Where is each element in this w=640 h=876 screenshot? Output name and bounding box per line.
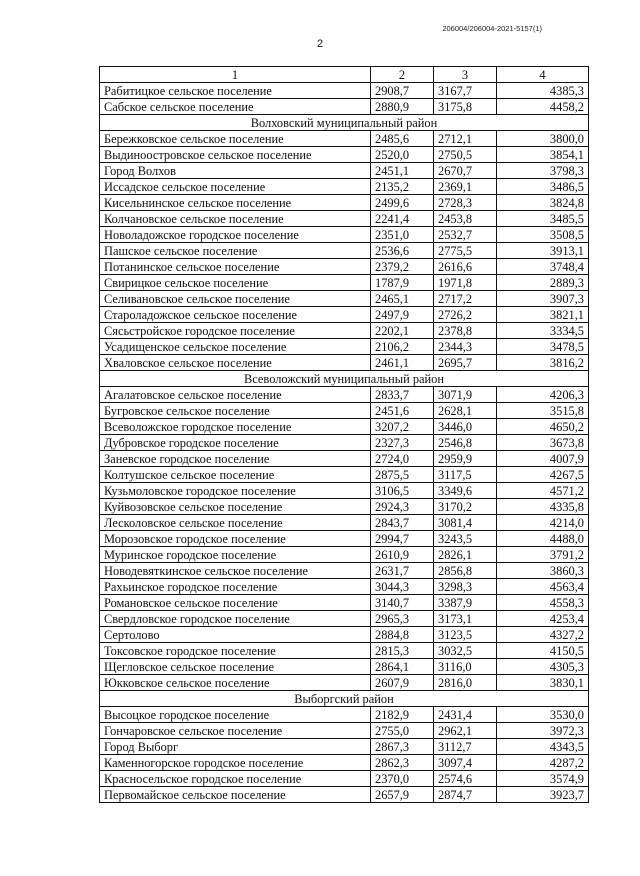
- value-col-2: 2327,3: [371, 435, 434, 451]
- table-row: [100, 451, 589, 467]
- value-col-3: 2344,3: [434, 339, 497, 355]
- table-row: [100, 419, 589, 435]
- value-col-4: 3821,1: [497, 307, 589, 323]
- value-col-3: 3446,0: [434, 419, 497, 435]
- value-col-4: 3334,5: [497, 323, 589, 339]
- value-col-4: 3486,5: [497, 179, 589, 195]
- settlement-name: Колтушское сельское поселение: [100, 467, 371, 483]
- value-col-3: 3387,9: [434, 595, 497, 611]
- header-row: [100, 67, 589, 83]
- settlement-name: Кузьмоловское городское поселение: [100, 483, 371, 499]
- value-col-3: 2959,9: [434, 451, 497, 467]
- value-col-3: 2728,3: [434, 195, 497, 211]
- table-row: [100, 131, 589, 147]
- value-col-2: 2875,5: [371, 467, 434, 483]
- table-row: [100, 99, 589, 115]
- settlement-name: Пашское сельское поселение: [100, 243, 371, 259]
- value-col-3: 3081,4: [434, 515, 497, 531]
- value-col-2: 2461,1: [371, 355, 434, 371]
- value-col-4: 4214,0: [497, 515, 589, 531]
- value-col-2: 2843,7: [371, 515, 434, 531]
- table-row: [100, 323, 589, 339]
- value-col-3: 3175,8: [434, 99, 497, 115]
- settlement-name: Новодевяткинское сельское поселение: [100, 563, 371, 579]
- page-number: 2: [316, 38, 324, 50]
- settlement-name: Щегловское сельское поселение: [100, 659, 371, 675]
- value-col-4: 3923,7: [497, 787, 589, 803]
- settlement-name: Усадищенское сельское поселение: [100, 339, 371, 355]
- value-col-2: 2862,3: [371, 755, 434, 771]
- value-col-3: 3243,5: [434, 531, 497, 547]
- table-row: [100, 675, 589, 691]
- settlement-name: Иссадское сельское поселение: [100, 179, 371, 195]
- value-col-4: 4385,3: [497, 83, 589, 99]
- value-col-3: 3112,7: [434, 739, 497, 755]
- value-col-4: 3748,4: [497, 259, 589, 275]
- settlement-name: Первомайское сельское поселение: [100, 787, 371, 803]
- value-col-4: 3860,3: [497, 563, 589, 579]
- settlement-name: Муринское городское поселение: [100, 547, 371, 563]
- value-col-2: 2880,9: [371, 99, 434, 115]
- table-row: [100, 147, 589, 163]
- table-row: [100, 307, 589, 323]
- value-col-4: 3830,1: [497, 675, 589, 691]
- value-col-2: 2135,2: [371, 179, 434, 195]
- settlement-name: Куйвозовское сельское поселение: [100, 499, 371, 515]
- value-col-4: 4287,2: [497, 755, 589, 771]
- settlement-name: Агалатовское сельское поселение: [100, 387, 371, 403]
- table-row: [100, 403, 589, 419]
- table-row: [100, 755, 589, 771]
- value-col-3: 3298,3: [434, 579, 497, 595]
- value-col-2: 2106,2: [371, 339, 434, 355]
- table-row: [100, 531, 589, 547]
- value-col-3: 3097,4: [434, 755, 497, 771]
- section-title: Волховский муниципальный район: [100, 115, 589, 131]
- value-col-3: 2453,8: [434, 211, 497, 227]
- value-col-2: 3044,3: [371, 579, 434, 595]
- value-col-4: 4558,3: [497, 595, 589, 611]
- table-row: [100, 771, 589, 787]
- settlement-name: Рахьинское городское поселение: [100, 579, 371, 595]
- value-col-3: 2532,7: [434, 227, 497, 243]
- value-col-2: 2965,3: [371, 611, 434, 627]
- table-row: [100, 259, 589, 275]
- value-col-3: 2574,6: [434, 771, 497, 787]
- value-col-3: 3123,5: [434, 627, 497, 643]
- value-col-2: 3140,7: [371, 595, 434, 611]
- value-col-3: 2628,1: [434, 403, 497, 419]
- value-col-2: 2497,9: [371, 307, 434, 323]
- table-row: [100, 387, 589, 403]
- header-cell-1: 1: [100, 67, 371, 83]
- table-row: [100, 579, 589, 595]
- table-row: [100, 179, 589, 195]
- value-col-4: 3854,1: [497, 147, 589, 163]
- settlement-name: Потанинское сельское поселение: [100, 259, 371, 275]
- value-col-3: 2717,2: [434, 291, 497, 307]
- value-col-4: 3515,8: [497, 403, 589, 419]
- value-col-3: 2378,8: [434, 323, 497, 339]
- table-row: [100, 467, 589, 483]
- value-col-4: 3791,2: [497, 547, 589, 563]
- value-col-4: 3816,2: [497, 355, 589, 371]
- value-col-4: 3530,0: [497, 707, 589, 723]
- value-col-3: 3173,1: [434, 611, 497, 627]
- table-row: [100, 83, 589, 99]
- value-col-3: 2712,1: [434, 131, 497, 147]
- settlement-name: Свердловское городское поселение: [100, 611, 371, 627]
- value-col-2: 2631,7: [371, 563, 434, 579]
- settlement-name: Красносельское городское поселение: [100, 771, 371, 787]
- value-col-3: 2695,7: [434, 355, 497, 371]
- header-cell-3: 3: [434, 67, 497, 83]
- value-col-2: 2536,6: [371, 243, 434, 259]
- settlement-name: Новоладожское городское поселение: [100, 227, 371, 243]
- table-row: [100, 483, 589, 499]
- value-col-4: 3972,3: [497, 723, 589, 739]
- settlement-name: Морозовское городское поселение: [100, 531, 371, 547]
- table-row: [100, 627, 589, 643]
- value-col-3: 2826,1: [434, 547, 497, 563]
- table-row: [100, 707, 589, 723]
- settlement-name: Селивановское сельское поселение: [100, 291, 371, 307]
- table-row: [100, 435, 589, 451]
- value-col-3: 2962,1: [434, 723, 497, 739]
- table-row: [100, 659, 589, 675]
- value-col-3: 2546,8: [434, 435, 497, 451]
- value-col-3: 3170,2: [434, 499, 497, 515]
- value-col-4: 3673,8: [497, 435, 589, 451]
- settlement-name: Токсовское городское поселение: [100, 643, 371, 659]
- table-row: [100, 595, 589, 611]
- table-row: [100, 643, 589, 659]
- value-col-4: 3800,0: [497, 131, 589, 147]
- value-col-2: 2241,4: [371, 211, 434, 227]
- value-col-4: 4253,4: [497, 611, 589, 627]
- value-col-2: 2815,3: [371, 643, 434, 659]
- section-row: [100, 691, 589, 707]
- value-col-4: 4267,5: [497, 467, 589, 483]
- settlement-name: Выдиноостровское сельское поселение: [100, 147, 371, 163]
- value-col-3: 1971,8: [434, 275, 497, 291]
- table-row: [100, 787, 589, 803]
- table-row: [100, 195, 589, 211]
- value-col-4: 3508,5: [497, 227, 589, 243]
- settlement-name: Город Волхов: [100, 163, 371, 179]
- value-col-2: 3106,5: [371, 483, 434, 499]
- value-col-3: 2726,2: [434, 307, 497, 323]
- header-cell-2: 2: [371, 67, 434, 83]
- value-col-2: 2610,9: [371, 547, 434, 563]
- settlement-name: Хваловское сельское поселение: [100, 355, 371, 371]
- value-col-2: 2485,6: [371, 131, 434, 147]
- settlement-name: Романовское сельское поселение: [100, 595, 371, 611]
- settlement-name: Свирицкое сельское поселение: [100, 275, 371, 291]
- value-col-2: 2657,9: [371, 787, 434, 803]
- value-col-3: 2616,6: [434, 259, 497, 275]
- settlement-name: Лесколовское сельское поселение: [100, 515, 371, 531]
- value-col-3: 2750,5: [434, 147, 497, 163]
- value-col-4: 4650,2: [497, 419, 589, 435]
- settlement-name: Колчановское сельское поселение: [100, 211, 371, 227]
- value-col-2: 2202,1: [371, 323, 434, 339]
- value-col-3: 2856,8: [434, 563, 497, 579]
- section-title: Всеволожский муниципальный район: [100, 371, 589, 387]
- value-col-2: 2451,1: [371, 163, 434, 179]
- value-col-2: 2867,3: [371, 739, 434, 755]
- value-col-3: 3032,5: [434, 643, 497, 659]
- value-col-2: 1787,9: [371, 275, 434, 291]
- value-col-2: 2465,1: [371, 291, 434, 307]
- value-col-2: 2724,0: [371, 451, 434, 467]
- value-col-2: 2908,7: [371, 83, 434, 99]
- value-col-3: 3167,7: [434, 83, 497, 99]
- section-title: Выборгский район: [100, 691, 589, 707]
- value-col-3: 2874,7: [434, 787, 497, 803]
- settlement-name: Староладожское сельское поселение: [100, 307, 371, 323]
- settlement-name: Рабитицкое сельское поселение: [100, 83, 371, 99]
- settlement-name: Кисельнинское сельское поселение: [100, 195, 371, 211]
- value-col-3: 3349,6: [434, 483, 497, 499]
- section-row: [100, 115, 589, 131]
- table-row: [100, 563, 589, 579]
- value-col-2: 2994,7: [371, 531, 434, 547]
- table-row: [100, 355, 589, 371]
- table-row: [100, 339, 589, 355]
- value-col-3: 3116,0: [434, 659, 497, 675]
- value-col-2: 2884,8: [371, 627, 434, 643]
- value-col-4: 4305,3: [497, 659, 589, 675]
- value-col-4: 4488,0: [497, 531, 589, 547]
- table-row: [100, 547, 589, 563]
- settlement-name: Всеволожское городское поселение: [100, 419, 371, 435]
- value-col-2: 2379,2: [371, 259, 434, 275]
- data-table: [99, 66, 589, 803]
- table-row: [100, 515, 589, 531]
- value-col-2: 2755,0: [371, 723, 434, 739]
- value-col-4: 3574,9: [497, 771, 589, 787]
- settlement-name: Сабское сельское поселение: [100, 99, 371, 115]
- value-col-2: 2924,3: [371, 499, 434, 515]
- table-row: [100, 291, 589, 307]
- settlement-name: Бугровское сельское поселение: [100, 403, 371, 419]
- value-col-4: 3478,5: [497, 339, 589, 355]
- value-col-2: 2499,6: [371, 195, 434, 211]
- value-col-2: 2182,9: [371, 707, 434, 723]
- header-cell-4: 4: [497, 67, 589, 83]
- value-col-2: 2520,0: [371, 147, 434, 163]
- value-col-3: 3071,9: [434, 387, 497, 403]
- settlement-name: Бережковское сельское поселение: [100, 131, 371, 147]
- value-col-4: 3798,3: [497, 163, 589, 179]
- settlement-name: Заневское городское поселение: [100, 451, 371, 467]
- value-col-4: 4563,4: [497, 579, 589, 595]
- value-col-4: 4150,5: [497, 643, 589, 659]
- settlement-name: Гончаровское сельское поселение: [100, 723, 371, 739]
- settlement-name: Высоцкое городское поселение: [100, 707, 371, 723]
- settlement-name: Город Выборг: [100, 739, 371, 755]
- value-col-3: 2816,0: [434, 675, 497, 691]
- settlement-name: Юкковское сельское поселение: [100, 675, 371, 691]
- value-col-4: 4335,8: [497, 499, 589, 515]
- value-col-4: 3913,1: [497, 243, 589, 259]
- value-col-4: 4458,2: [497, 99, 589, 115]
- value-col-4: 3485,5: [497, 211, 589, 227]
- table-body: [100, 67, 589, 803]
- value-col-3: 2431,4: [434, 707, 497, 723]
- settlement-name: Каменногорское городское поселение: [100, 755, 371, 771]
- value-col-4: 4206,3: [497, 387, 589, 403]
- value-col-3: 3117,5: [434, 467, 497, 483]
- settlement-name: Сясьстройское городское поселение: [100, 323, 371, 339]
- value-col-4: 4327,2: [497, 627, 589, 643]
- value-col-4: 3907,3: [497, 291, 589, 307]
- table-row: [100, 611, 589, 627]
- value-col-3: 2369,1: [434, 179, 497, 195]
- table-row: [100, 163, 589, 179]
- value-col-4: 4343,5: [497, 739, 589, 755]
- value-col-2: 2607,9: [371, 675, 434, 691]
- settlement-name: Сертолово: [100, 627, 371, 643]
- value-col-4: 4571,2: [497, 483, 589, 499]
- value-col-2: 2351,0: [371, 227, 434, 243]
- value-col-2: 2833,7: [371, 387, 434, 403]
- value-col-4: 4007,9: [497, 451, 589, 467]
- value-col-2: 2370,0: [371, 771, 434, 787]
- value-col-4: 2889,3: [497, 275, 589, 291]
- section-row: [100, 371, 589, 387]
- value-col-3: 2670,7: [434, 163, 497, 179]
- table-row: [100, 499, 589, 515]
- value-col-4: 3824,8: [497, 195, 589, 211]
- table-row: [100, 243, 589, 259]
- value-col-2: 2864,1: [371, 659, 434, 675]
- document-code: 206004/206004-2021-5157(1): [442, 24, 542, 33]
- table-row: [100, 227, 589, 243]
- value-col-2: 2451,6: [371, 403, 434, 419]
- table-row: [100, 739, 589, 755]
- value-col-3: 2775,5: [434, 243, 497, 259]
- table-row: [100, 275, 589, 291]
- value-col-2: 3207,2: [371, 419, 434, 435]
- settlement-name: Дубровское городское поселение: [100, 435, 371, 451]
- table-row: [100, 723, 589, 739]
- table-row: [100, 211, 589, 227]
